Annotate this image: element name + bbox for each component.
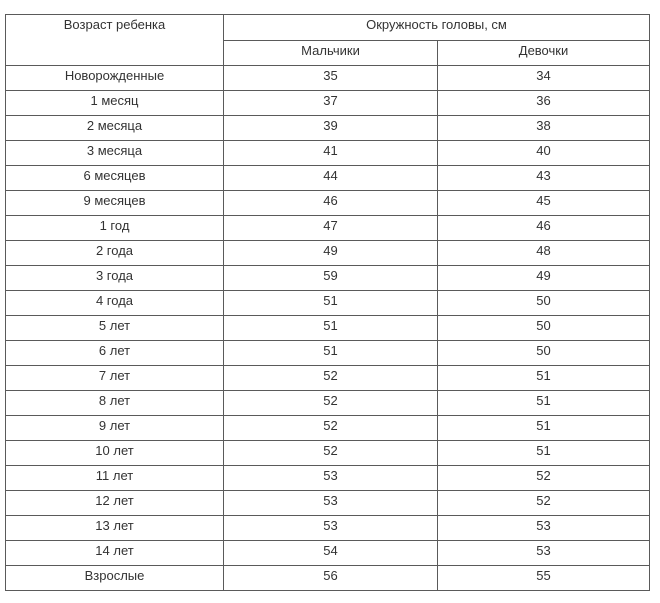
boys-value-cell: 53 xyxy=(224,466,438,491)
header-row-top xyxy=(6,15,650,41)
header-head-circumference: Окружность головы, см xyxy=(224,15,650,41)
girls-value-cell: 40 xyxy=(438,141,650,166)
table-row xyxy=(6,391,650,416)
age-cell: 10 лет xyxy=(6,441,224,466)
age-cell: 6 месяцев xyxy=(6,166,224,191)
age-cell: 5 лет xyxy=(6,316,224,341)
table-row xyxy=(6,66,650,91)
table-body xyxy=(6,66,650,591)
boys-value-cell: 51 xyxy=(224,291,438,316)
table-row xyxy=(6,466,650,491)
girls-value-cell: 51 xyxy=(438,366,650,391)
girls-value-cell: 43 xyxy=(438,166,650,191)
boys-value-cell: 52 xyxy=(224,441,438,466)
age-cell: 7 лет xyxy=(6,366,224,391)
boys-value-cell: 51 xyxy=(224,316,438,341)
boys-value-cell: 37 xyxy=(224,91,438,116)
table-row xyxy=(6,566,650,591)
age-cell: 4 года xyxy=(6,291,224,316)
boys-value-cell: 52 xyxy=(224,391,438,416)
girls-value-cell: 55 xyxy=(438,566,650,591)
boys-value-cell: 52 xyxy=(224,416,438,441)
age-cell: 1 месяц xyxy=(6,91,224,116)
boys-value-cell: 56 xyxy=(224,566,438,591)
girls-value-cell: 48 xyxy=(438,241,650,266)
table-row xyxy=(6,266,650,291)
girls-value-cell: 53 xyxy=(438,516,650,541)
age-cell: 2 месяца xyxy=(6,116,224,141)
table-header xyxy=(6,15,650,66)
boys-value-cell: 53 xyxy=(224,491,438,516)
boys-value-cell: 44 xyxy=(224,166,438,191)
age-cell: 1 год xyxy=(6,216,224,241)
head-circumference-table-container xyxy=(5,14,650,591)
boys-value-cell: 51 xyxy=(224,341,438,366)
age-cell: 11 лет xyxy=(6,466,224,491)
age-cell: 3 года xyxy=(6,266,224,291)
girls-value-cell: 36 xyxy=(438,91,650,116)
boys-value-cell: 53 xyxy=(224,516,438,541)
girls-value-cell: 38 xyxy=(438,116,650,141)
girls-value-cell: 52 xyxy=(438,466,650,491)
table-row xyxy=(6,441,650,466)
age-cell: Взрослые xyxy=(6,566,224,591)
girls-value-cell: 52 xyxy=(438,491,650,516)
header-girls: Девочки xyxy=(438,41,650,66)
table-row xyxy=(6,141,650,166)
girls-value-cell: 50 xyxy=(438,316,650,341)
age-cell: 6 лет xyxy=(6,341,224,366)
girls-value-cell: 53 xyxy=(438,541,650,566)
boys-value-cell: 49 xyxy=(224,241,438,266)
table-row xyxy=(6,166,650,191)
age-cell: Новорожденные xyxy=(6,66,224,91)
girls-value-cell: 34 xyxy=(438,66,650,91)
age-cell: 3 месяца xyxy=(6,141,224,166)
girls-value-cell: 50 xyxy=(438,341,650,366)
table-row xyxy=(6,416,650,441)
table-row xyxy=(6,491,650,516)
table-row xyxy=(6,541,650,566)
girls-value-cell: 51 xyxy=(438,391,650,416)
boys-value-cell: 52 xyxy=(224,366,438,391)
table-row xyxy=(6,366,650,391)
age-cell: 14 лет xyxy=(6,541,224,566)
table-row xyxy=(6,91,650,116)
boys-value-cell: 35 xyxy=(224,66,438,91)
table-row xyxy=(6,241,650,266)
age-cell: 9 лет xyxy=(6,416,224,441)
header-age: Возраст ребенка xyxy=(6,15,224,66)
girls-value-cell: 49 xyxy=(438,266,650,291)
girls-value-cell: 51 xyxy=(438,416,650,441)
head-circumference-table xyxy=(5,14,650,591)
girls-value-cell: 50 xyxy=(438,291,650,316)
table-row xyxy=(6,316,650,341)
boys-value-cell: 41 xyxy=(224,141,438,166)
boys-value-cell: 47 xyxy=(224,216,438,241)
age-cell: 8 лет xyxy=(6,391,224,416)
table-row xyxy=(6,341,650,366)
boys-value-cell: 46 xyxy=(224,191,438,216)
table-row xyxy=(6,191,650,216)
table-row xyxy=(6,291,650,316)
girls-value-cell: 51 xyxy=(438,441,650,466)
age-cell: 2 года xyxy=(6,241,224,266)
table-row xyxy=(6,216,650,241)
girls-value-cell: 45 xyxy=(438,191,650,216)
age-cell: 12 лет xyxy=(6,491,224,516)
header-boys: Мальчики xyxy=(224,41,438,66)
age-cell: 13 лет xyxy=(6,516,224,541)
table-row xyxy=(6,516,650,541)
boys-value-cell: 59 xyxy=(224,266,438,291)
boys-value-cell: 39 xyxy=(224,116,438,141)
age-cell: 9 месяцев xyxy=(6,191,224,216)
boys-value-cell: 54 xyxy=(224,541,438,566)
girls-value-cell: 46 xyxy=(438,216,650,241)
table-row xyxy=(6,116,650,141)
